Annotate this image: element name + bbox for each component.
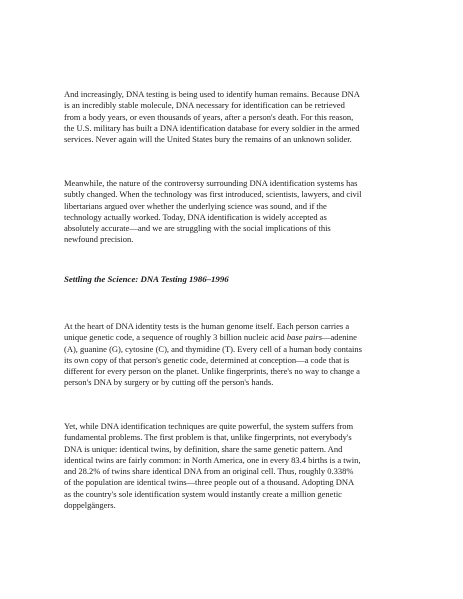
paragraph-line: Meanwhile, the nature of the controversy surrounding DNA identification systems has [64, 178, 358, 188]
emphasized-term: base pairs [286, 332, 322, 343]
paragraph-line: Yet, while DNA identification techniques are quite powerful, the system suffers from [64, 421, 354, 431]
paragraph-line: subtly changed. When the technology was first introduced, scientists, lawyers, and civil [64, 189, 362, 200]
paragraph-line [64, 332, 409, 343]
paragraph-line: services. Never again will the United States bury the remains of an unknown solider. [64, 134, 352, 145]
paragraph-controversy [64, 178, 409, 246]
paragraph-line: is an incredibly stable molecule, DNA necessary for identification can be retrieved [64, 100, 345, 111]
paragraph-line: the U.S. military has built a DNA identification database for every soldier in the armed [64, 122, 360, 133]
paragraph-line: doppelgängers. [64, 500, 116, 511]
section-heading: Settling the Science: DNA Testing 1986–1996 [64, 274, 229, 284]
line-text: unique genetic code, a sequence of roughly 3 billion nucleic acid [64, 332, 287, 343]
paragraph-line: identical twins are fairly common: in North America, one in every 83.4 births is a twin, [64, 454, 361, 465]
paragraph-line: its own copy of that person's genetic code, determined at conception—a code that is [64, 354, 350, 365]
paragraph-line: fundamental problems. The first problem is that, unlike fingerprints, not everybody's [64, 432, 352, 443]
paragraph-line: of the population are identical twins—three people out of a thousand. Adopting DNA [64, 477, 355, 488]
paragraph-line: person's DNA by surgery or by cutting off the person's hands. [64, 377, 274, 388]
paragraph-line: technology actually worked. Today, DNA identification is widely accepted as [64, 211, 327, 222]
paragraph-line: absolutely accurate—and we are struggling with the social implications of this [64, 223, 331, 234]
paragraph-line: At the heart of DNA identity tests is the human genome itself. Each person carries a [64, 321, 350, 331]
paragraph-line: from a body years, or even thousands of years, after a person's death. For this reason, [64, 111, 354, 122]
paragraph-line: (A), guanine (G), cytosine (C), and thymidine (T). Every cell of a human body contains [64, 343, 362, 354]
paragraph-twins [64, 421, 409, 511]
paragraph-line: DNA is unique: identical twins, by definition, share the same genetic pattern. And [64, 443, 343, 454]
line-text: —adenine [322, 332, 357, 343]
paragraph-line: newfound precision. [64, 234, 134, 245]
paragraph-line: different for every person on the planet. Unlike fingerprints, there's no way to change a [64, 366, 360, 377]
paragraph-genome [64, 321, 409, 389]
paragraph-line: and 28.2% of twins share identical DNA from an original cell. Thus, roughly 0.338% [64, 466, 354, 477]
paragraph-human-remains [64, 89, 409, 145]
paragraph-line: as the country's sole identification system would instantly create a million genetic [64, 488, 342, 499]
paragraph-line: libertarians argued over whether the underlying science was sound, and if the [64, 200, 327, 211]
paragraph-line: And increasingly, DNA testing is being used to identify human remains. Because DNA [64, 89, 360, 99]
